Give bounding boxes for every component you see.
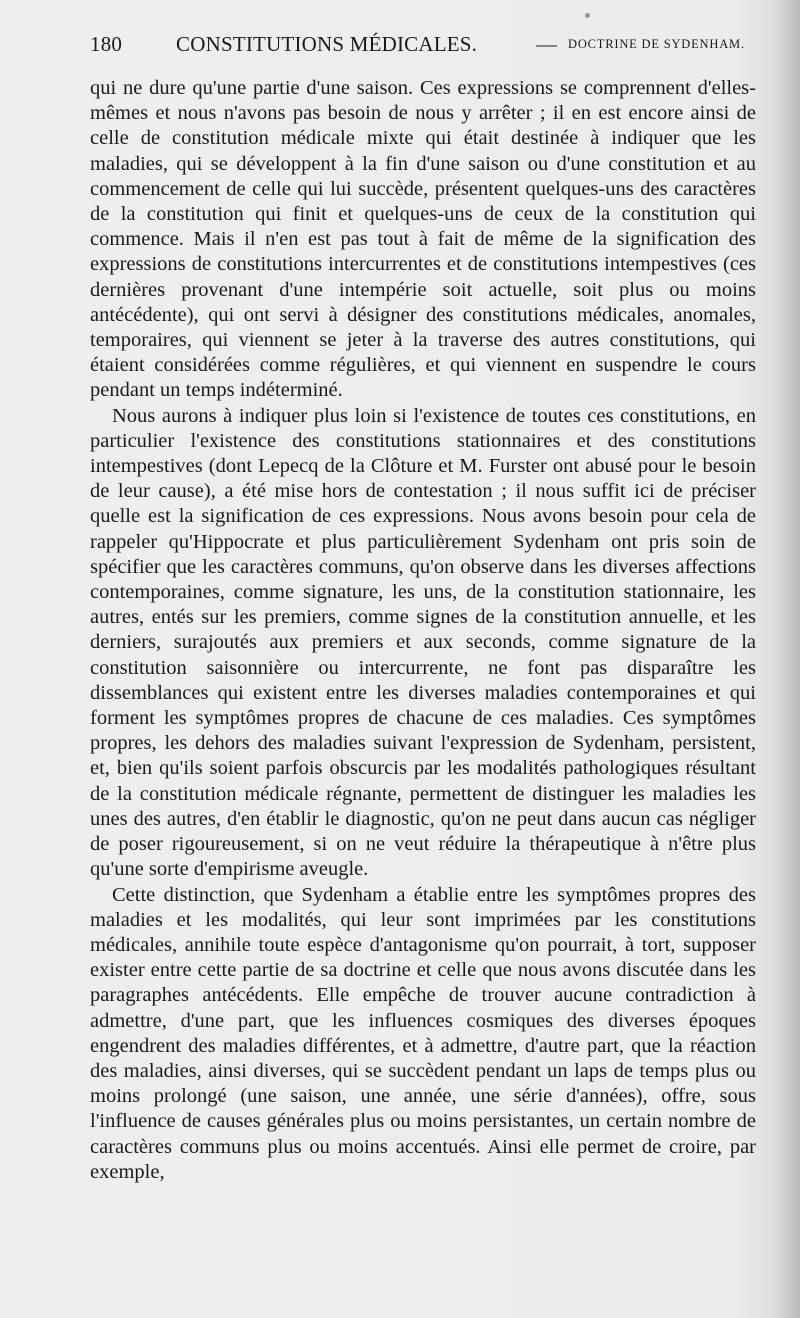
paragraph-3: Cette distinction, que Sydenham a établie entre les symptômes propres des maladies et les modalités, qui leur sont imprimées par les constitutions médicales, annihile toute espèce d'antagonisme qu'on pourrait, à tort, supposer exister entre cette partie de sa doctrine et celle que nous avons discutée dans les paragraphes antécédents. Elle empêche de trouver aucune contradiction à admettre, d'une part, que les influences cosmiques des diverses époques engendrent des maladies différentes, et à admettre, d'autre part, que la réaction des maladies, ainsi diverses, qui se succèdent pendant un laps de temps plus ou moins prolongé (une saison, une année, une série d'années), offre, sous l'influence de causes générales plus ou moins persistantes, un certain nombre de caractères communs plus ou moins accentués. Ainsi elle permet de croire, par exemple, xyxy=(90,883,756,1183)
chapter-title: CONSTITUTIONS MÉDICALES. xyxy=(176,32,478,56)
running-header xyxy=(90,32,780,62)
page-number: 180 xyxy=(90,32,123,56)
body-text xyxy=(90,76,756,1185)
header-dash: — xyxy=(536,32,558,56)
ink-speck xyxy=(585,13,590,18)
section-title: DOCTRINE DE SYDENHAM. xyxy=(568,37,745,51)
paragraph-2: Nous aurons à indiquer plus loin si l'existence de toutes ces constitutions, en particulier l'existence des constitutions stationnaires et des constitutions intempestives (dont Lepecq de la Clôture et M. Furster ont abusé pour le besoin de leur cause), a été mise hors de contestation ; il nous suffit ici de préciser quelle est la signification de ces expressions. Nous avons besoin pour cela de rappeler qu'Hippocrate et plus particulièrement Sydenham ont pris soin de spécifier que les caractères communs, qu'on observe dans les diverses affections contemporaines, comme signature, les uns, de la constitution stationnaire, les autres, entés sur les premiers, comme signes de la constitution annuelle, et les derniers, surajoutés aux premiers et aux seconds, comme signature de la constitution saisonnière ou intercurrente, ne font pas disparaître les dissemblances qui existent entre les diverses maladies contemporaines et qui forment les symptômes propres de chacune de ces maladies. Ces symptômes propres, les dehors des maladies suivant l'expression de Sydenham, persistent, et, bien qu'ils soient parfois obscurcis par les modalités pathologiques résultant de la constitution médicale régnante, permettent de distinguer les maladies les unes des autres, d'en établir le diagnostic, qu'on ne peut dans aucun cas négliger de poser rigoureusement, si on ne veut réduire la thérapeutique à n'être plus qu'une sorte d'empirisme aveugle. xyxy=(90,404,756,881)
paragraph-1: qui ne dure qu'une partie d'une saison. Ces expressions se comprennent d'elles-mêmes et nous n'avons pas besoin de nous y arrêter ; il en est encore ainsi de celle de constitution médicale mixte qui était destinée à indiquer que les maladies, qui se développent à la fin d'une saison ou d'une constitution et au commencement de celle qui lui succède, présentent quelques-uns des caractères de la constitution qui finit et quelques-uns de ceux de la constitution qui commence. Mais il n'en est pas tout à fait de même de la signification des expressions de constitutions intercurrentes et de constitutions intempestives (ces dernières provenant d'une intempérie soit actuelle, soit plus ou moins antécédente), qui ont servi à désigner des constitutions médicales, anomales, temporaires, qui viennent se jeter à la traverse des autres constitutions, qui étaient considérées comme régulières, et qui viennent en suspendre le cours pendant un temps indéterminé. xyxy=(90,77,756,402)
